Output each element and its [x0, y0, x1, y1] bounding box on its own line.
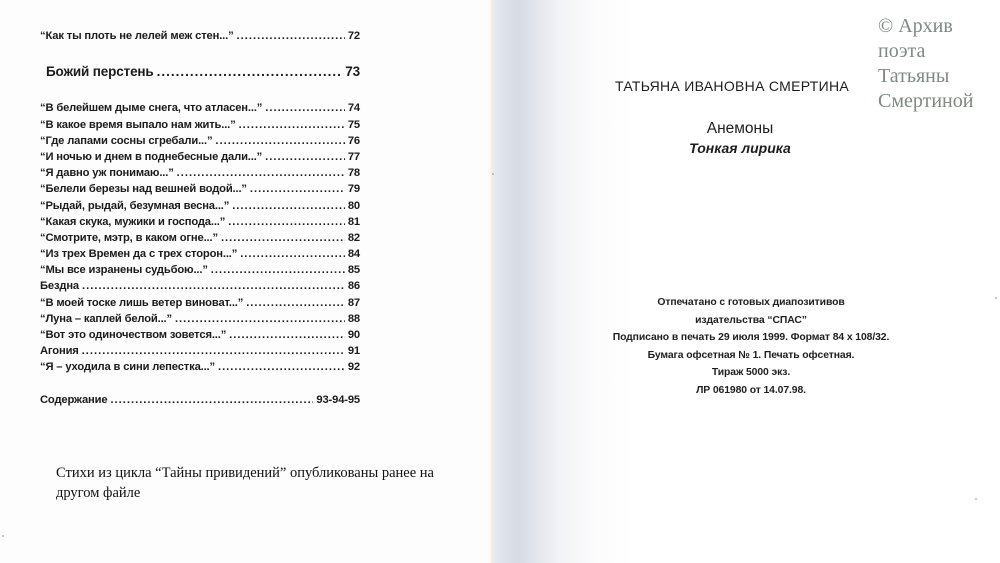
- toc-entry: [40, 28, 360, 44]
- toc-leader-dots: [215, 133, 344, 149]
- watermark-line: поэта: [878, 40, 926, 62]
- toc-entry-page: 81: [347, 215, 360, 228]
- toc-entry: [40, 246, 360, 262]
- toc-leader-dots: [218, 359, 345, 375]
- toc-entry-page: 87: [347, 296, 360, 309]
- toc-entry-page: 86: [347, 280, 360, 293]
- toc-entry: [40, 230, 360, 246]
- toc-entry: [40, 133, 360, 149]
- imprint-line: Отпечатано с готовых диапозитивов: [657, 297, 845, 308]
- toc-entry-list: [40, 100, 360, 375]
- toc-entry-page: 79: [347, 183, 360, 196]
- publication-note: Стихи из цикла “Тайны привидений” опубликованы ранее на другом файле: [56, 465, 434, 501]
- toc-entry-title: “Я – уходила в сини лепестка...”: [40, 361, 215, 374]
- scan-speck: [995, 297, 997, 299]
- toc-entry-page: 93-94-95: [316, 393, 360, 406]
- toc-entry-page: 80: [347, 199, 360, 212]
- toc-entry-page: 84: [347, 248, 360, 261]
- imprint-block: [596, 294, 906, 399]
- toc-entry: [40, 117, 360, 133]
- toc-entry-title: “Луна – каплей белой...”: [40, 312, 172, 325]
- toc-entry-page: 88: [347, 312, 360, 325]
- toc-entry-page: 91: [347, 345, 360, 358]
- toc-section-page: 73: [345, 64, 360, 80]
- watermark-line: Татьяны: [878, 65, 950, 87]
- toc-entry-title: “Рыдай, рыдай, безумная весна...”: [40, 199, 230, 212]
- toc-entry-title: Агония: [40, 345, 79, 358]
- toc-entry-title: “Вот это одиночеством зовется...”: [40, 329, 227, 341]
- toc-leader-dots: [239, 117, 345, 133]
- copyright-watermark: [878, 14, 998, 114]
- toc-leader-dots: [265, 100, 345, 116]
- book-subtitle: Тонкая лирика: [689, 140, 791, 156]
- toc-entry-title: “Я давно уж понимаю...”: [40, 167, 174, 180]
- toc-entry: [40, 359, 360, 375]
- toc-leader-dots: [232, 198, 345, 214]
- toc-entry-title: “Где лапами сосны сгребали...”: [40, 134, 213, 147]
- toc-entry: [40, 311, 360, 327]
- toc-leader-dots: [82, 343, 345, 359]
- table-of-contents: [40, 28, 360, 408]
- imprint-line: издательства “СПАС”: [695, 314, 807, 326]
- left-page: [0, 0, 492, 563]
- toc-leader-dots: [221, 230, 345, 246]
- watermark-line: © Архив: [878, 15, 953, 37]
- toc-leader-dots: [211, 262, 345, 278]
- toc-entry-page: 92: [347, 361, 360, 374]
- toc-entry: [40, 165, 360, 181]
- toc-entry-page: 77: [347, 150, 360, 163]
- toc-entry-page: 78: [347, 167, 360, 180]
- toc-entry-page: 74: [347, 102, 360, 115]
- toc-entry-title: “В белейшем дыме снега, что атласен...”: [40, 102, 263, 115]
- watermark-line: Смертиной: [878, 90, 974, 112]
- toc-entry: [40, 278, 360, 294]
- toc-entry-title: “Смотрите, мэтр, в каком огне...”: [40, 231, 218, 244]
- toc-leader-dots: [82, 278, 345, 294]
- scan-speck: [975, 498, 977, 500]
- toc-entry-page: 85: [347, 264, 360, 277]
- toc-entry: [40, 198, 360, 214]
- imprint-line: Подписано в печать 29 июля 1999. Формат 84 х 108/32.: [612, 332, 890, 343]
- scan-speck: [492, 173, 494, 175]
- toc-entry-title: “Белели березы над вешней водой...”: [40, 183, 247, 196]
- toc-leader-dots: [237, 28, 345, 44]
- toc-entry: [40, 262, 360, 278]
- toc-section-heading: [46, 64, 360, 80]
- toc-entry-title: “Какая скука, мужики и господа...”: [40, 215, 226, 228]
- toc-entry: [40, 100, 360, 116]
- toc-entry-title: “Из трех Времен да с трех сторон...”: [40, 248, 238, 261]
- toc-entry: [40, 343, 360, 359]
- toc-leader-dots: [229, 327, 345, 343]
- toc-entry-page: 90: [347, 329, 360, 341]
- toc-entry: [40, 295, 360, 311]
- scan-speck: [2, 535, 4, 537]
- toc-leader-dots: [175, 311, 345, 327]
- toc-leader-dots: [246, 295, 345, 311]
- book-title: Анемоны: [706, 120, 774, 137]
- toc-leader-dots: [177, 165, 345, 181]
- toc-leader-dots: [110, 392, 313, 408]
- toc-entry-page: 76: [347, 134, 360, 147]
- toc-entry: [40, 181, 360, 197]
- toc-entry-title: “Как ты плоть не лелей меж стен...”: [40, 30, 234, 42]
- toc-entry-page: 75: [347, 118, 360, 131]
- toc-entry-title: “И ночью и днем в поднебесные дали...”: [40, 150, 263, 163]
- toc-leader-dots: [240, 246, 345, 262]
- toc-entry-title: “В какое время выпало нам жить...”: [40, 118, 236, 131]
- toc-leader-dots: [250, 181, 345, 197]
- toc-entry-title: Бездна: [40, 280, 80, 293]
- toc-contents-entry: [40, 392, 360, 408]
- imprint-line: Тираж 5000 экз.: [711, 367, 791, 378]
- toc-leader-dots: [157, 64, 343, 80]
- toc-leader-dots: [265, 149, 345, 165]
- toc-entry: [40, 214, 360, 230]
- toc-entry-page: 72: [347, 30, 360, 42]
- toc-entry-title: “В моей тоске лишь ветер виноват...”: [40, 296, 244, 309]
- imprint-line: Бумага офсетная № 1. Печать офсетная.: [647, 349, 855, 361]
- toc-leader-dots: [228, 214, 345, 230]
- toc-entry-title: Содержание: [40, 393, 108, 406]
- imprint-line: ЛР 061980 от 14.07.98.: [696, 384, 806, 396]
- author-name: ТАТЬЯНА ИВАНОВНА СМЕРТИНА: [614, 78, 850, 94]
- toc-entry-title: “Мы все изранены судьбою...”: [40, 264, 208, 277]
- toc-entry: [40, 149, 360, 165]
- toc-entry: [40, 327, 360, 343]
- toc-section-title: Божий перстень: [46, 64, 154, 80]
- toc-entry-page: 82: [347, 231, 360, 244]
